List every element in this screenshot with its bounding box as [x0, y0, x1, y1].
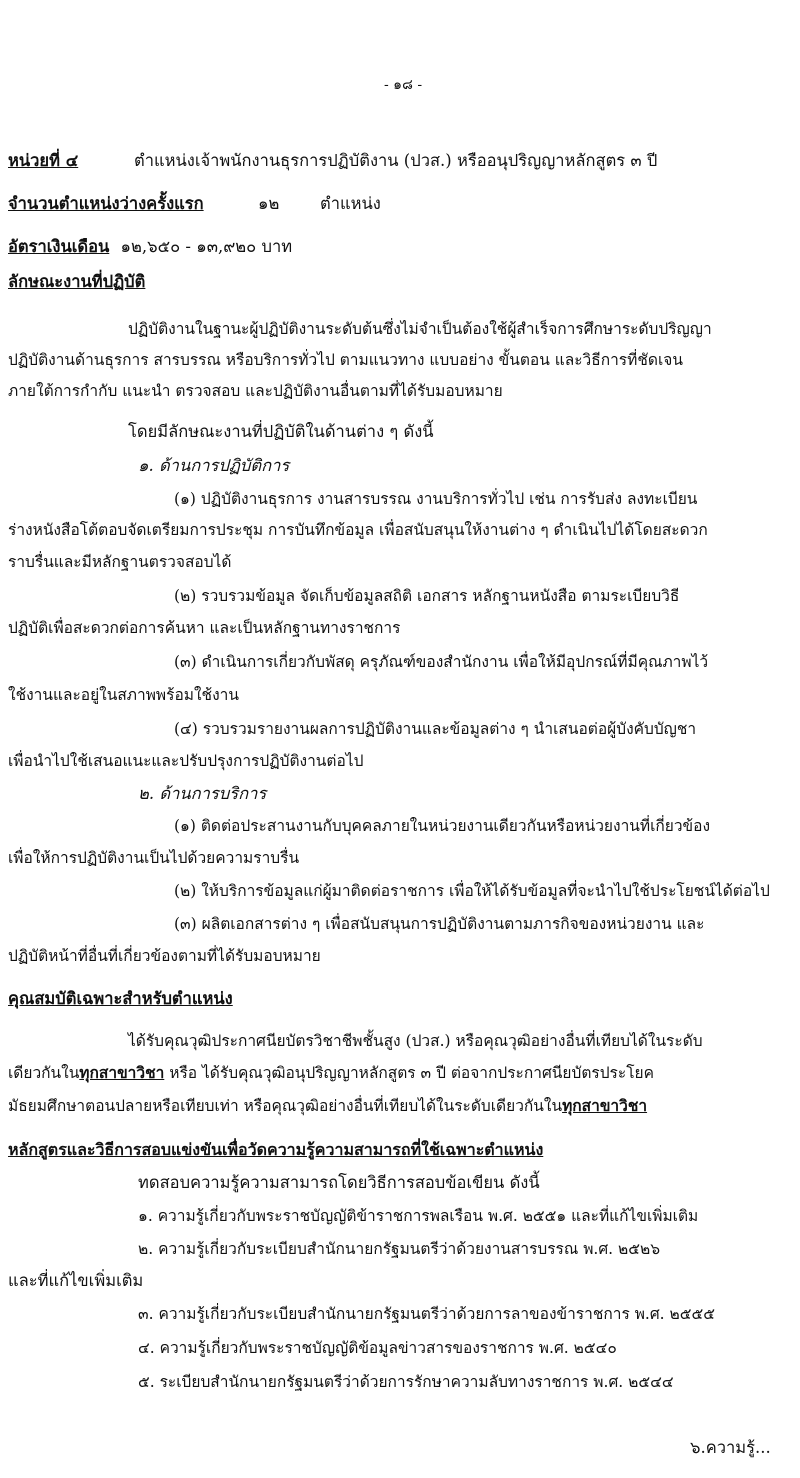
exam-item: และที่แก้ไขเพิ่มเติม [8, 1271, 144, 1290]
duties-intro-line: ปฏิบัติงานด้านธุรการ สารบรรณ หรือบริการทั่วไป ตามแนวทาง แบบอย่าง ขั้นตอน และวิธีการที่ชัดเจน [8, 351, 683, 369]
qualification-emphasis: ทุกสาขาวิชา [79, 1063, 165, 1082]
vacancies-unit: ตำแหน่ง [320, 194, 381, 213]
qualification-text: เดียวกันใน [8, 1064, 80, 1082]
qualification-line [8, 1095, 647, 1117]
unit-title: ตำแหน่งเจ้าพนักงานธุรการปฏิบัติงาน (ปวส.) หรืออนุปริญญาหลักสูตร ๓ ปี [134, 151, 658, 170]
duty-item: (๓) ดำเนินการเกี่ยวกับพัสดุ ครุภัณฑ์ของสำนักงาน เพื่อให้มีอุปกรณ์ที่มีคุณภาพไว้ [174, 653, 709, 671]
duty-item: เพื่อให้การปฏิบัติงานเป็นไปด้วยความราบรื่น [8, 849, 300, 867]
duty-item: (๔) รวบรวมรายงานผลการปฏิบัติงานและข้อมูลต่าง ๆ นำเสนอต่อผู้บังคับบัญชา [174, 720, 697, 738]
qualification-line: ได้รับคุณวุฒิประกาศนียบัตรวิชาชีพชั้นสูง (ปวส.) หรือคุณวุฒิอย่างอื่นที่เทียบได้ในระดับ [128, 1032, 703, 1050]
exam-item: ๒. ความรู้เกี่ยวกับระเบียบสำนักนายกรัฐมนตรีว่าด้วยงานสารบรรณ พ.ศ. ๒๕๒๖ [138, 1240, 661, 1258]
qualification-line [8, 1062, 654, 1084]
salary-label: อัตราเงินเดือน [8, 237, 110, 256]
duty-item: (๓) ผลิตเอกสารต่าง ๆ เพื่อสนับสนุนการปฏิบัติงานตามภารกิจของหน่วยงาน และ [174, 915, 705, 933]
qualification-text: มัธยมศึกษาตอนปลายหรือเทียบเท่า หรือคุณวุฒิอย่างอื่นที่เทียบได้ในระดับเดียวกันใน [8, 1097, 563, 1115]
duty-item: ปฏิบัติหน้าที่อื่นที่เกี่ยวข้องตามที่ได้รับมอบหมาย [8, 947, 321, 965]
exam-item: ๑. ความรู้เกี่ยวกับพระราชบัญญัติข้าราชการพลเรือน พ.ศ. ๒๕๕๑ และที่แก้ไขเพิ่มเติม [138, 1207, 699, 1225]
duty-item: ปฏิบัติเพื่อสะดวกต่อการค้นหา และเป็นหลักฐานทางราชการ [8, 619, 401, 637]
exam-item: ๓. ความรู้เกี่ยวกับระเบียบสำนักนายกรัฐมนตรีว่าด้วยการลาของข้าราชการ พ.ศ. ๒๕๕๕ [138, 1305, 715, 1323]
duty-item: ร่างหนังสือโต้ตอบจัดเตรียมการประชุม การบันทึกข้อมูล เพื่อสนับสนุนให้งานต่าง ๆ ดำเนินไปได้โดยสะดวก [8, 521, 708, 539]
salary-line [8, 236, 292, 258]
duties-intro-line: ปฏิบัติงานในฐานะผู้ปฏิบัติงานระดับต้นซึ่งไม่จำเป็นต้องใช้ผู้สำเร็จการศึกษาระดับปริญญา [128, 320, 712, 338]
qualification-emphasis: ทุกสาขาวิชา [562, 1096, 648, 1115]
salary-value: ๑๒,๖๕๐ - ๑๓,๙๒๐ บาท [120, 237, 293, 256]
section-services: ๒. ด้านการบริการ [138, 784, 267, 803]
qualification-text: หรือ ได้รับคุณวุฒิอนุปริญญาหลักสูตร ๓ ปี ต่อจากประกาศนียบัตรประโยค [164, 1064, 654, 1082]
section-operations: ๑. ด้านการปฏิบัติการ [138, 456, 290, 475]
continuation-note: ๖.ความรู้... [690, 1438, 771, 1457]
duty-item: (๑) ติดต่อประสานงานกับบุคคลภายในหน่วยงานเดียวกันหรือหน่วยงานที่เกี่ยวข้อง [174, 817, 711, 835]
vacancies-label: จำนวนตำแหน่งว่างครั้งแรก [8, 194, 204, 213]
exam-heading: หลักสูตรและวิธีการสอบแข่งขันเพื่อวัดความรู้ความสามารถที่ใช้เฉพาะตำแหน่ง [8, 1140, 544, 1159]
exam-intro: ทดสอบความรู้ความสามารถโดยวิธีการสอบข้อเขียน ดังนี้ [138, 1173, 540, 1192]
vacancies-line [8, 193, 381, 215]
exam-item: ๕. ระเบียบสำนักนายกรัฐมนตรีว่าด้วยการรักษาความลับทางราชการ พ.ศ. ๒๕๔๔ [138, 1373, 674, 1391]
vacancies-count: ๑๒ [258, 194, 280, 213]
duty-item: ราบรื่นและมีหลักฐานตรวจสอบได้ [8, 553, 232, 571]
duty-item: ใช้งานและอยู่ในสภาพพร้อมใช้งาน [8, 686, 239, 704]
duty-item: (๒) ให้บริการข้อมูลแก่ผู้มาติดต่อราชการ เพื่อให้ได้รับข้อมูลที่จะนำไปใช้ประโยชน์ได้ต่อไป [174, 882, 770, 900]
qualifications-heading: คุณสมบัติเฉพาะสำหรับตำแหน่ง [8, 989, 233, 1008]
unit-label: หน่วยที่ ๔ [8, 151, 79, 170]
page-number: - ๑๘ - [384, 77, 423, 93]
duties-intro-line: ภายใต้การกำกับ แนะนำ ตรวจสอบ และปฏิบัติงานอื่นตามที่ได้รับมอบหมาย [8, 382, 503, 400]
duty-item: (๑) ปฏิบัติงานธุรการ งานสารบรรณ งานบริการทั่วไป เช่น การรับส่ง ลงทะเบียน [174, 490, 698, 508]
unit-line [8, 150, 658, 172]
duties-heading: ลักษณะงานที่ปฏิบัติ [8, 272, 146, 291]
duties-lead: โดยมีลักษณะงานที่ปฏิบัติในด้านต่าง ๆ ดังนี้ [128, 422, 434, 441]
duty-item: (๒) รวบรวมข้อมูล จัดเก็บข้อมูลสถิติ เอกสาร หลักฐานหนังสือ ตามระเบียบวิธี [174, 587, 680, 605]
duty-item: เพื่อนำไปใช้เสนอแนะและปรับปรุงการปฏิบัติงานต่อไป [8, 752, 364, 770]
exam-item: ๔. ความรู้เกี่ยวกับพระราชบัญญัติข้อมูลข่าวสารของราชการ พ.ศ. ๒๕๔๐ [138, 1339, 617, 1357]
